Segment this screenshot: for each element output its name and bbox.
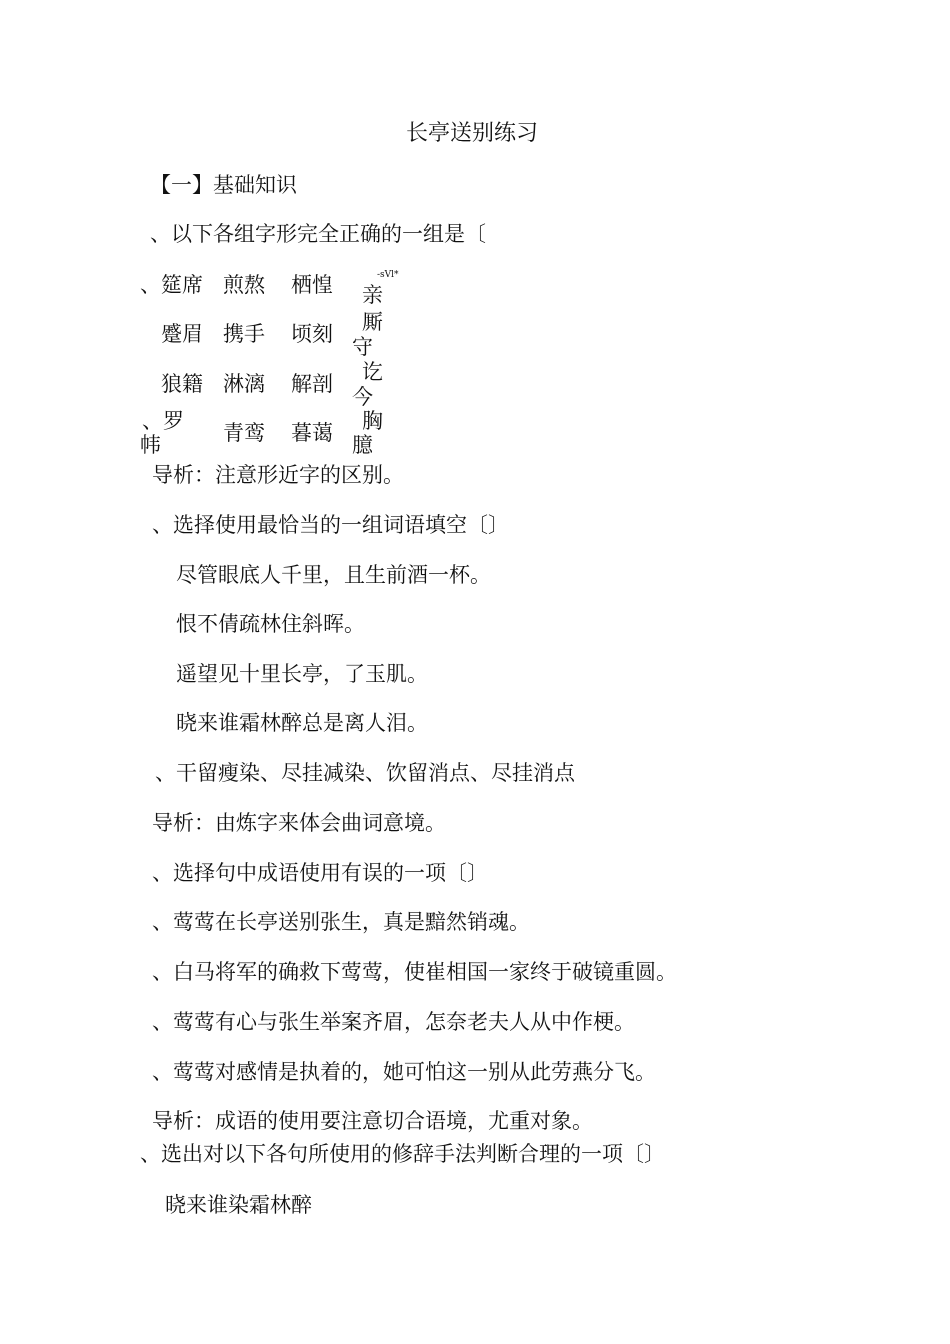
scan-marker: -sVl* <box>377 270 399 280</box>
q3-option-1: 、莺莺在长亭送别张生，真是黯然销魂。 <box>152 910 530 934</box>
q4-line-1: 晓来谁染霜林醉 <box>165 1193 312 1217</box>
q1-row2-word2: 携手 <box>223 322 265 346</box>
q1-row2-word3: 顷刻 <box>291 322 333 346</box>
question-2-stem: 、选择使用最恰当的一组词语填空〔〕 <box>152 513 509 537</box>
q1-analysis: 导析：注意形近字的区别。 <box>152 463 404 487</box>
q1-row4-word3: 暮蔼 <box>291 421 333 445</box>
q1-row2-word1: 蹙眉 <box>161 322 203 346</box>
q2-line-3: 遥望见十里长亭，了玉肌。 <box>176 662 428 686</box>
q3-option-4: 、莺莺对感情是执着的，她可怕这一别从此劳燕分飞。 <box>152 1060 656 1084</box>
question-1-stem: 、以下各组字形完全正确的一组是〔 <box>150 222 486 246</box>
q1-row1-word4: 亲 <box>362 283 383 307</box>
section-heading: 【一】基础知识 <box>150 173 297 197</box>
q1-row1-word1: 、筵席 <box>140 273 203 297</box>
q1-row1-word3: 栖惶 <box>291 273 333 297</box>
document-title: 长亭送别练习 <box>406 121 539 146</box>
q3-option-3: 、莺莺有心与张生举案齐眉，怎奈老夫人从中作梗。 <box>152 1010 635 1034</box>
q1-row1-word2: 煎熬 <box>223 273 265 297</box>
question-4-stem: 、选出对以下各句所使用的修辞手法判断合理的一项〔〕 <box>140 1142 665 1166</box>
q1-row3-word2: 淋漓 <box>223 372 265 396</box>
q1-row3-word4: 讫今 <box>352 360 383 409</box>
q2-option: 、干留瘦染、尽挂减染、饮留消点、尽挂消点 <box>155 761 575 785</box>
q2-line-4: 晓来谁霜林醉总是离人泪。 <box>176 711 428 735</box>
q3-option-2: 、白马将军的确救下莺莺，使崔相国一家终于破镜重圆。 <box>152 960 677 984</box>
q3-analysis: 导析：成语的使用要注意切合语境，尤重对象。 <box>152 1109 593 1133</box>
q1-row3-word1: 狼籍 <box>161 372 203 396</box>
q2-line-1: 尽管眼底人千里，且生前酒一杯。 <box>176 563 491 587</box>
q1-row3-word3: 解剖 <box>291 372 333 396</box>
q2-line-2: 恨不倩疏林住斜晖。 <box>176 612 365 636</box>
question-3-stem: 、选择句中成语使用有误的一项〔〕 <box>152 861 488 885</box>
q1-row2-word4: 厮守 <box>352 310 383 359</box>
q1-row4-word1: 、罗帏 <box>140 409 184 457</box>
q1-row4-word2: 青鸾 <box>223 421 265 445</box>
q1-row4-word4: 胸臆 <box>352 409 383 457</box>
q2-analysis: 导析：由炼字来体会曲词意境。 <box>152 811 446 835</box>
